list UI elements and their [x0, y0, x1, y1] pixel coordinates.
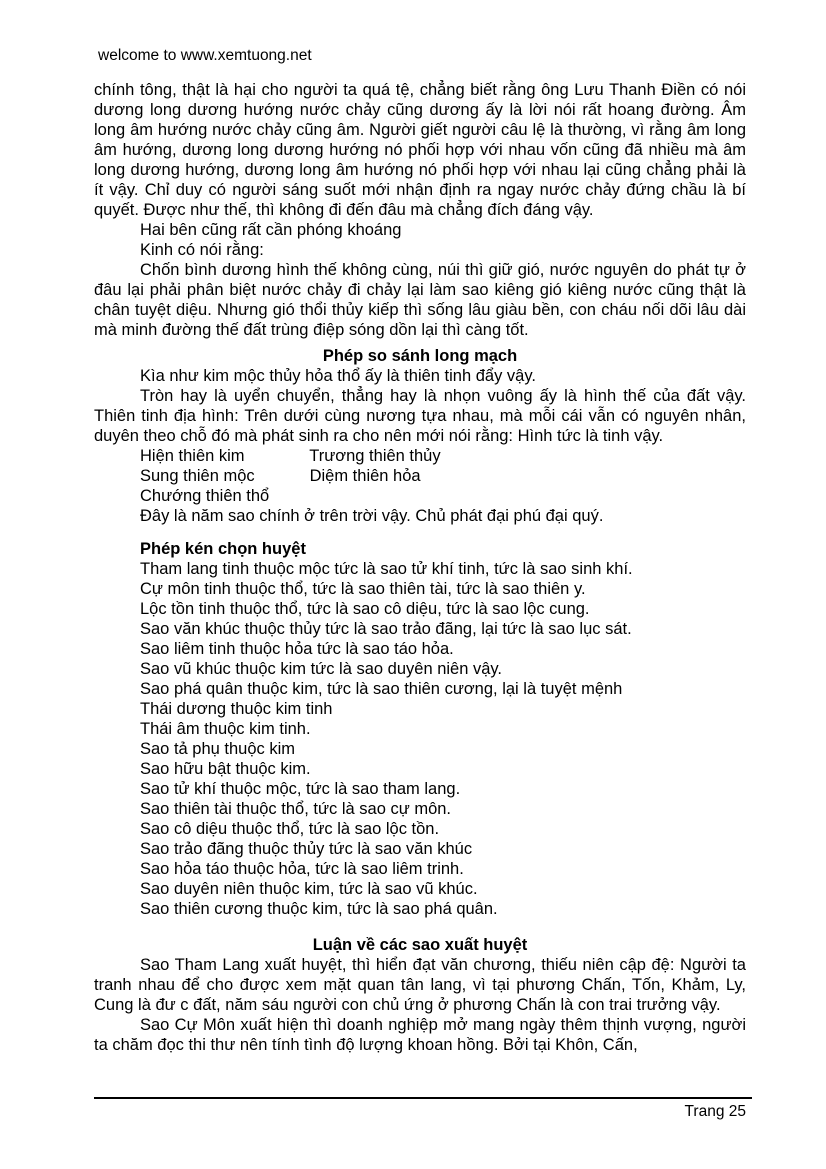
- heading-luan-ve-cac-sao: Luận về các sao xuất huyệt: [312, 936, 528, 954]
- paragraph-chon-binh-duong: Chốn bình dương hình thế không cùng, núi thì giữ gió, nước nguyên do phát tự ở đâu lại phải phân biệt nước chảy đi chảy lại làm sao kiêng gió kiêng nước cũng thật là chân tuyệt diệu. Nhưng gió thổi thủy kiếp thì sống lâu giàu bền, con cháu nối dõi lâu dài mà minh đường thế đất trùng điệp sóng dồn lại thì càng tốt.: [94, 261, 746, 339]
- list-item: Sao phá quân thuộc kim, tức là sao thiên cương, lại là tuyệt mệnh: [140, 680, 623, 698]
- list-item: Cự môn tinh thuộc thổ, tức là sao thiên tài, tức là sao thiên y.: [140, 580, 586, 598]
- list-item: Sao cô diệu thuộc thổ, tức là sao lộc tồn.: [140, 820, 440, 838]
- star-name-left: Chướng thiên thổ: [140, 487, 270, 505]
- paragraph-sao-cu-mon: Sao Cự Môn xuất hiện thì doanh nghiệp mở mang ngày thêm thịnh vượng, người ta chăm đọc thi thư nên tính tình độ lượng khoan hồng. Bởi tại Khôn, Cấn,: [94, 1016, 746, 1054]
- list-item: Tham lang tinh thuộc mộc tức là sao tử khí tinh, tức là sao sinh khí.: [140, 560, 633, 578]
- star-row: [94, 466, 746, 486]
- line-hai-ben: Hai bên cũng rất cần phóng khoáng: [140, 221, 402, 239]
- star-name-right: Trương thiên thủy: [309, 447, 441, 465]
- star-row: [94, 486, 746, 506]
- list-item: Sao thiên tài thuộc thổ, tức là sao cự môn.: [140, 800, 452, 818]
- paragraph-tron-hay: Tròn hay là uyển chuyển, thẳng hay là nhọn vuông ấy là hình thế của đất vậy. Thiên tinh địa hình: Trên dưới cùng nương tựa nhau, mà mỗi cái vẫn có nguyên nhân, duyên theo chỗ đó mà phát sinh ra cho nên mới nói rằng: Hình tức là tinh vậy.: [94, 387, 746, 445]
- star-name-left: Sung thiên mộc: [140, 467, 255, 485]
- list-item: Thái dương thuộc kim tinh: [140, 700, 333, 718]
- list-item: Sao văn khúc thuộc thủy tức là sao trảo đãng, lại tức là sao lục sát.: [140, 620, 632, 638]
- list-item: Sao hỏa táo thuộc hỏa, tức là sao liêm trinh.: [140, 860, 464, 878]
- star-name-right: Diệm thiên hỏa: [309, 467, 421, 485]
- list-item: Thái âm thuộc kim tinh.: [140, 720, 311, 738]
- star-row: [94, 446, 746, 466]
- line-day-la-nam-sao: Đây là năm sao chính ở trên trời vậy. Chủ phát đại phú đại quý.: [140, 507, 604, 525]
- list-item: Lộc tồn tinh thuộc thổ, tức là sao cô diệu, tức là sao lộc cung.: [140, 600, 590, 618]
- paragraph-sao-tham-lang: Sao Tham Lang xuất huyệt, thì hiển đạt văn chương, thiếu niên cập đệ: Người ta tranh nhau để cho được xem mặt quan tân lang, vì tại phương Chấn, Tốn, Khảm, Ly, Cung là đư c đất, năm sáu người con chủ ứng ở phương Chấn là con trai trưởng vậy.: [94, 956, 746, 1014]
- heading-phep-ken-chon-huyet: Phép kén chọn huyệt: [140, 540, 306, 558]
- footer-divider: [94, 1097, 752, 1099]
- line-kia-nhu: Kìa như kim mộc thủy hỏa thổ ấy là thiên tinh đẩy vậy.: [140, 367, 536, 385]
- list-item: Sao trảo đãng thuộc thủy tức là sao văn khúc: [140, 840, 473, 858]
- page-header-text: welcome to www.xemtuong.net: [98, 47, 312, 64]
- list-item: Sao liêm tinh thuộc hỏa tức là sao táo hỏa.: [140, 640, 454, 658]
- list-item: Sao vũ khúc thuộc kim tức là sao duyên niên vậy.: [140, 660, 503, 678]
- list-item: Sao hữu bật thuộc kim.: [140, 760, 311, 778]
- list-item: Sao duyên niên thuộc kim, tức là sao vũ khúc.: [140, 880, 478, 898]
- list-item: Sao tả phụ thuộc kim: [140, 740, 296, 758]
- page-number: Trang 25: [684, 1103, 746, 1120]
- page-content: [94, 80, 746, 1055]
- paragraph-intro: chính tông, thật là hại cho người ta quá tệ, chẳng biết rằng ông Lưu Thanh Điền có nói dương long dương hướng nước chảy cũng dương ấy là lời nói rất hoang đường. Âm long âm hướng nước chảy cũng âm. Người giết người câu lệ là thường, vì rằng âm long âm hướng, dương long dương hướng nó phối hợp với nhau vốn cũng đã nhiều mà âm long dương hướng, dương long âm hướng nó phối hợp với nhau lại cũng chẳng phải là ít vậy. Chỉ duy có người sáng suốt mới nhận định ra ngay nước chảy đứng chầu là bí quyết. Được như thế, thì không đi đến đâu mà chẳng đích đáng vậy.: [94, 81, 746, 219]
- line-kinh-co-noi-rang: Kinh có nói rằng:: [140, 241, 264, 259]
- list-item: Sao tử khí thuộc mộc, tức là sao tham lang.: [140, 780, 461, 798]
- star-name-left: Hiện thiên kim: [140, 447, 245, 465]
- heading-phep-so-sanh-long-mach: Phép so sánh long mạch: [322, 347, 518, 365]
- list-item: Sao thiên cương thuộc kim, tức là sao phá quân.: [140, 900, 498, 918]
